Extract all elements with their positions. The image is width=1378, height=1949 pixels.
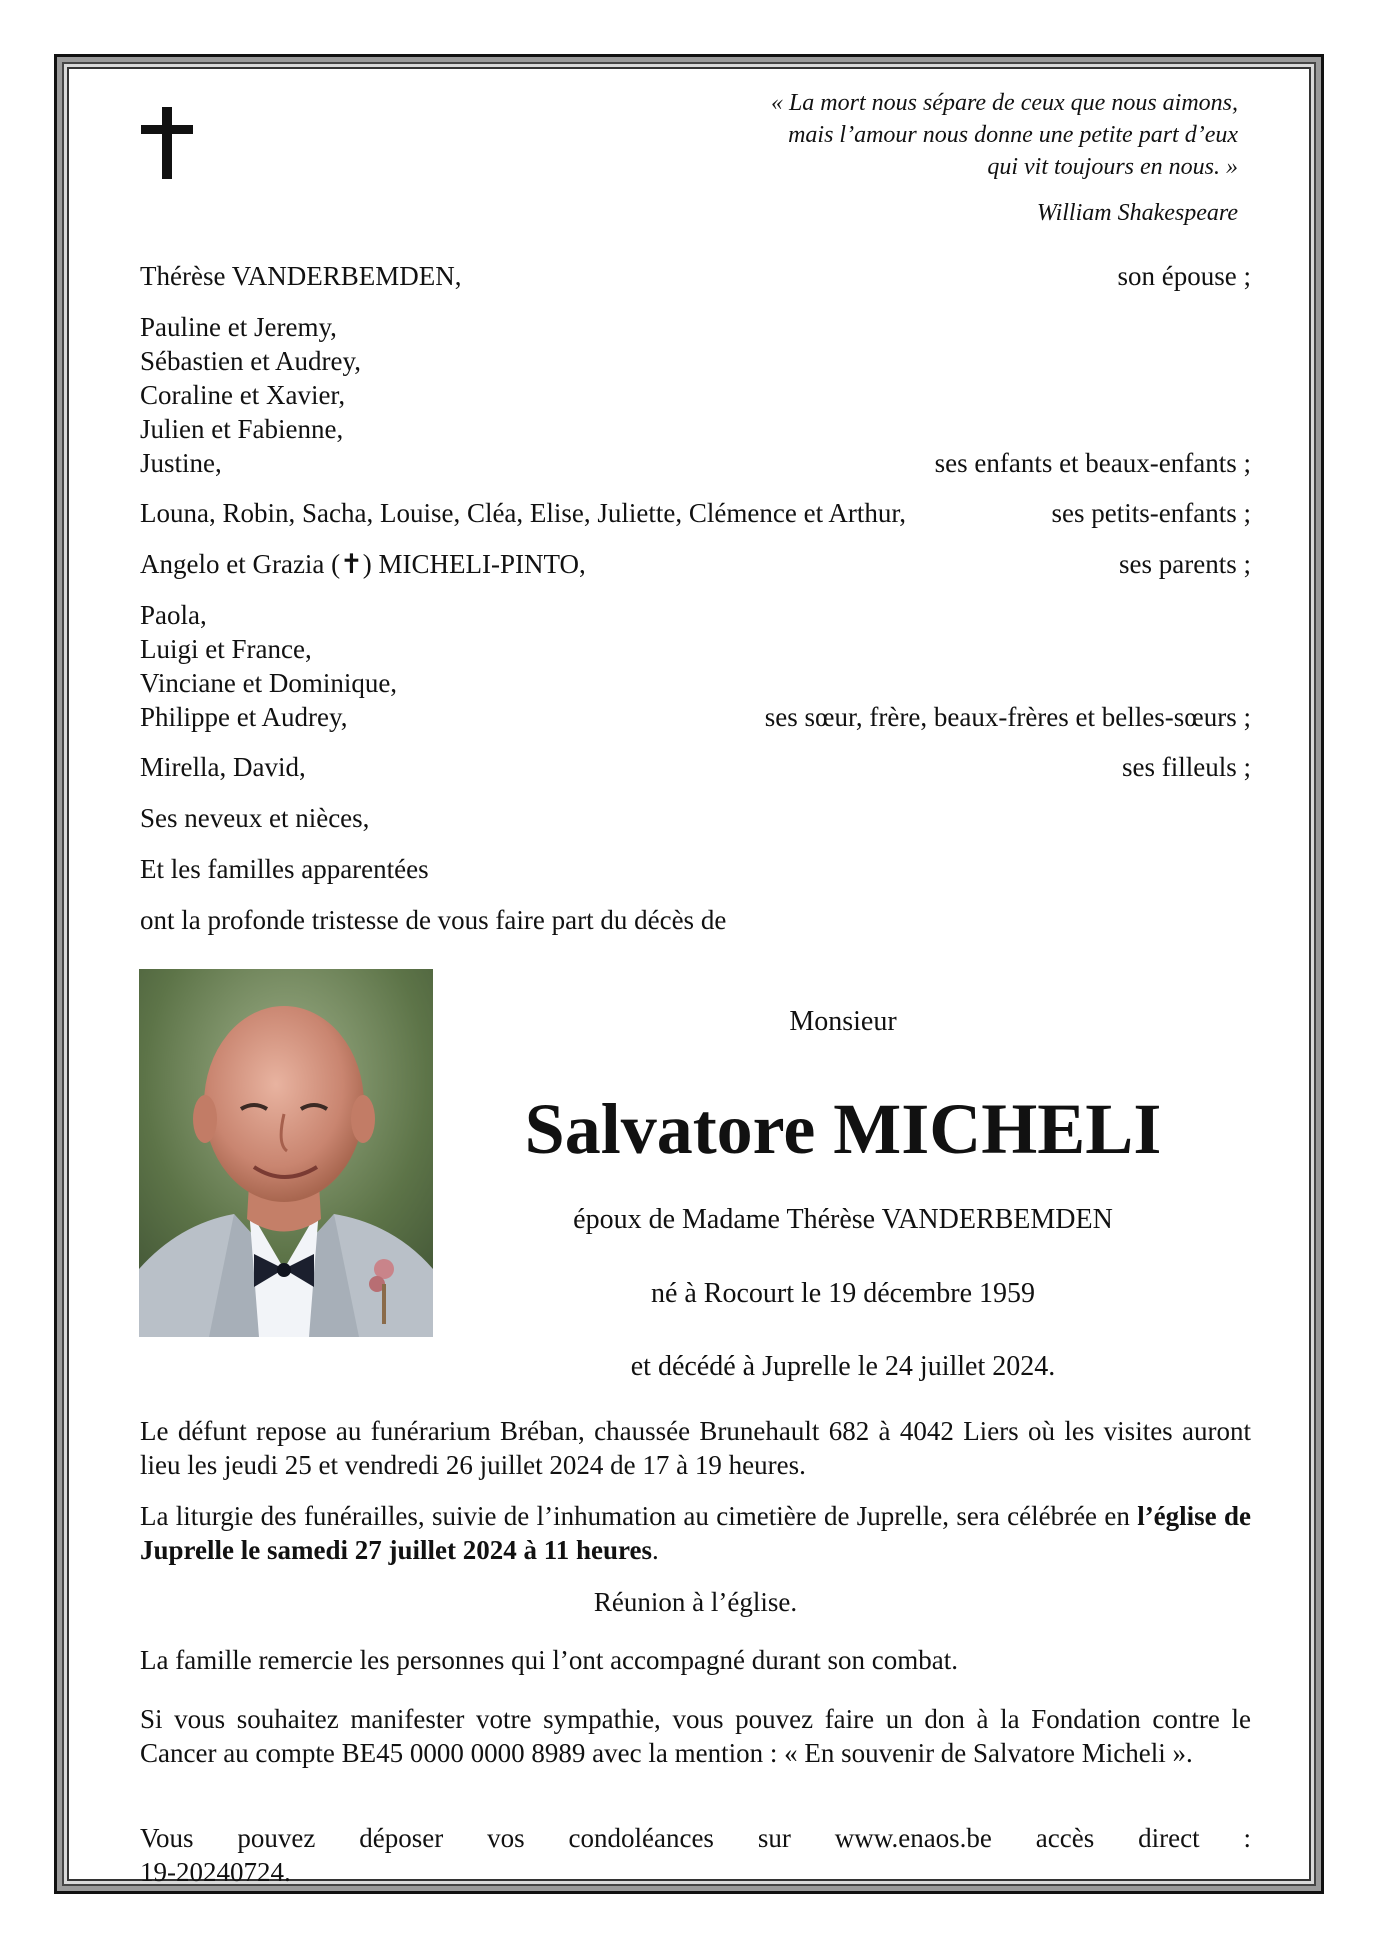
portrait-photo	[139, 969, 433, 1337]
cross-icon	[141, 107, 193, 179]
nephews-line: Ses neveux et nièces,	[140, 803, 370, 833]
visits-paragraph: Le défunt repose au funérarium Bréban, chaussée Brunehault 682 à 4042 Liers où les visites auront lieu les jeudi 25 et vendredi 26 juillet 2024 de 17 à 19 heures.	[140, 1416, 1251, 1480]
relation-godchildren: Mirella, David, ses filleuls ;	[140, 752, 1251, 782]
reunion-line: Réunion à l’église.	[593, 1587, 798, 1617]
relation-spouse: Thérèse VANDERBEMDEN, son épouse ;	[140, 261, 1251, 291]
quote-block	[538, 87, 1238, 229]
quote-line: qui vit toujours en nous. »	[987, 154, 1238, 180]
announce-line: ont la profonde tristesse de vous faire part du décès de	[140, 905, 727, 935]
deceased-birth: né à Rocourt le 19 décembre 1959	[650, 1278, 1036, 1309]
relation-grandchildren: Louna, Robin, Sacha, Louise, Cléa, Elise, Juliette, Clémence et Arthur, ses petits-enfants ;	[140, 498, 1251, 528]
quote-line: « La mort nous sépare de ceux que nous aimons,	[770, 90, 1238, 116]
deceased-death: et décédé à Juprelle le 24 juillet 2024.	[630, 1351, 1056, 1382]
donation-paragraph: Si vous souhaitez manifester votre sympathie, vous pouvez faire un don à la Fondation contre le Cancer au compte BE45 0000 0000 8989 avec la mention : « En souvenir de Salvatore Micheli ».	[140, 1704, 1251, 1768]
deceased-spouse: époux de Madame Thérèse VANDERBEMDEN	[573, 1204, 1113, 1235]
families-line: Et les familles apparentées	[140, 854, 429, 884]
condolences-line-2: 19-20240724.	[140, 1857, 291, 1887]
deceased-title: Monsieur	[789, 1006, 897, 1037]
quote-line: mais l’amour nous donne une petite part d’eux	[788, 122, 1238, 148]
relation-parents: Angelo et Grazia (✝) MICHELI-PINTO, ses parents ;	[140, 549, 1251, 579]
notice-card	[67, 67, 1311, 1887]
portrait-illustration	[139, 969, 433, 1337]
relation-siblings: Paola, Luigi et France, Vinciane et Dominique, Philippe et Audrey, ses sœur, frère, beaux-frères et belles-sœurs ;	[140, 600, 1251, 732]
page-border	[54, 54, 1324, 1894]
condolences-line-1: Vous pouvez déposer vos condoléances sur www.enaos.be accès direct :	[140, 1823, 1251, 1853]
thanks-paragraph: La famille remercie les personnes qui l’ont accompagné durant son combat.	[140, 1645, 958, 1675]
liturgy-details: l’église de Juprelle le samedi 27 juillet 2024 à 11 heures	[140, 1501, 1251, 1565]
relation-children: Pauline et Jeremy, Sébastien et Audrey, Coraline et Xavier, Julien et Fabienne, Justine, ses enfants et beaux-enfants ;	[140, 312, 1251, 478]
deceased-name: Salvatore MICHELI	[524, 1089, 1162, 1169]
quote-author: William Shakespeare	[1036, 200, 1238, 226]
liturgy-paragraph: La liturgie des funérailles, suivie de l’inhumation au cimetière de Juprelle, sera célébrée en l’église de Juprelle le samedi 27 juillet 2024 à 11 heures.	[140, 1501, 1251, 1565]
